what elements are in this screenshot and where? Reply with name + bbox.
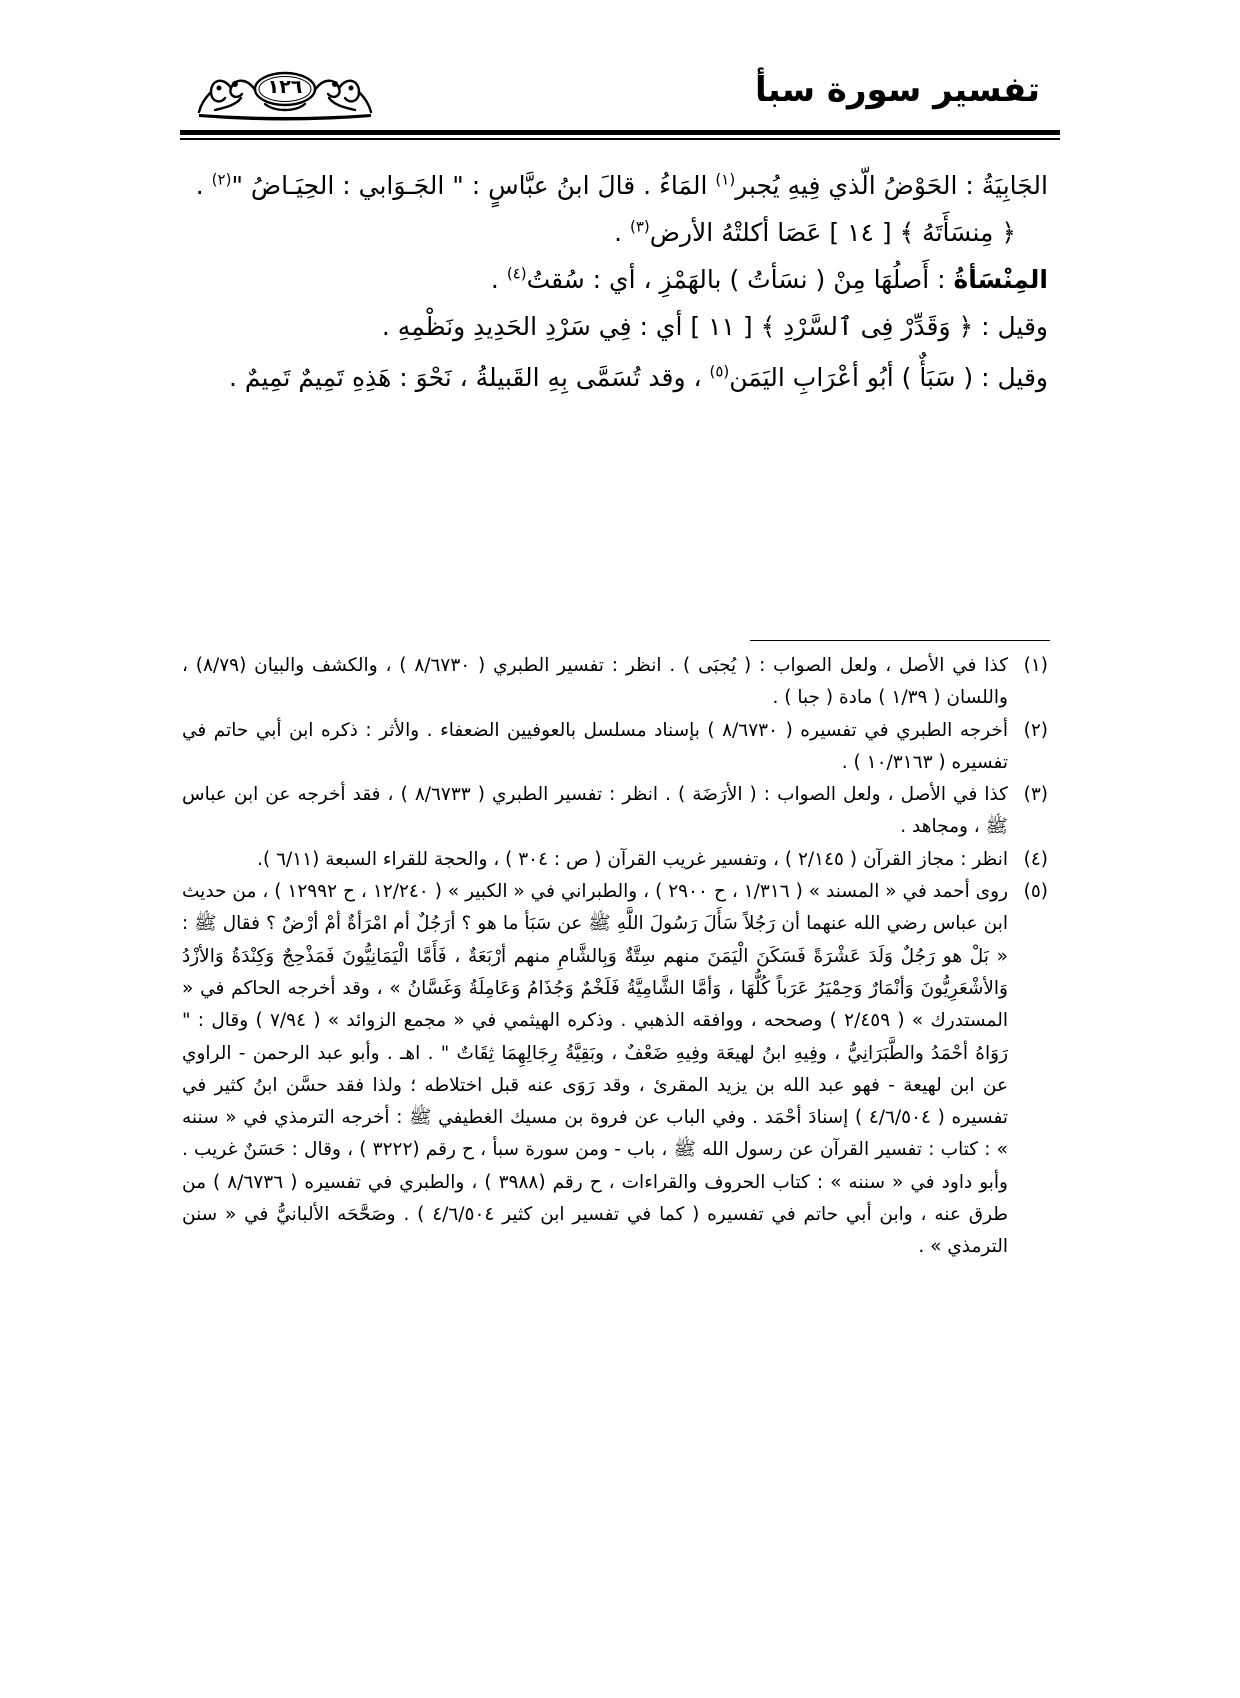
footnote-number: (٣) — [1023, 784, 1048, 806]
paragraph-text: : ﴿ وَقَدِّرْ فِى ٱلسَّرْدِ ﴾ [ ١١ ] أي : فِي سَرْدِ الحَدِيدِ ونَظْمِهِ . — [381, 312, 998, 341]
footnote-text: كذا في الأصل ، ولعل الصواب : ( الأرَضَة ) . انظر : تفسير الطبري ( ٨/٦٧٣٣ ) ، فقد أخرجه عن ابن عباس ﷺ ، ومجاهد . — [182, 784, 1008, 838]
paragraph-saba — [182, 354, 1048, 401]
paragraph-text: : أَصلُهَا مِنْ ( نسَأتُ ) بالهَمْزِ ، أي : سُقتُ — [526, 265, 954, 294]
footnotes — [182, 650, 1048, 1264]
footnote-text: انظر : مجاز القرآن ( ٢/١٤٥ ) ، وتفسير غريب القرآن ( ص : ٣٠٤ ) ، والحجة للقراء السبعة (٦/١١ ). — [257, 848, 1008, 870]
footnote-5 — [182, 876, 1048, 1264]
footnote-1 — [182, 650, 1048, 715]
footnote-4 — [182, 844, 1048, 876]
paragraph-lead: وقيل — [997, 312, 1048, 341]
footnote-number: (٥) — [1023, 881, 1048, 903]
footnote-ref: (٤) — [506, 264, 527, 283]
paragraph-end: . — [490, 265, 507, 294]
footnote-text: روى أحمد في « المسند » ( ١/٣١٦ ، ح ٢٩٠٠ ) ، والطبراني في « الكبير » ( ١٢/٢٤٠ ، ح ١٢٩٩٢ ) ، من حديث ابن عباس رضي الله عنهما أن رَجُلاً سَأَلَ رَسُولَ اللَّهِ ﷺ عن سَبَأ ما هو ؟ أرَجُلٌ أم امْرَأةٌ أمْ أرْضٌ ؟ فقال ﷺ : « بَلْ هو رَجُلٌ وَلَدَ عَشْرَةً فَسَكَنَ الْيَمَنَ منهم سِتَّةٌ وَبِالشَّامِ منهم أرْبَعَةٌ ، فَأَمَّا الْيَمَانِيُّونَ فَمَذْحِجٌ وَكِنْدَةُ وَالأزْدُ وَالأشْعَرِيُّونَ وَأنْمَارٌ وَحِمْيَرُ عَرَباً كُلُّهَا ، وَأمَّا الشَّامِيَّةُ فَلَخْمٌ وَجُذَامُ وَعَامِلَةُ وَغَسَّانُ » ، وقد أخرجه الحاكم في « المستدرك » ( ٢/٤٥٩ ) وصححه ، ووافقه الذهبي . وذكره الهيثمي في « مجمع الزوائد » ( ٧/٩٤ ) وقال : " رَوَاهُ أحْمَدُ والطَّبَرَانِيُّ ، وفِيهِ ابنُ لهيعَة وفِيهِ ضَعْفٌ ، وبَقِيَّةُ رِجَالِهِمَا ثِقَاتٌ " . اهـ . وأبو عبد الرحمن - الراوي عن ابن لهيعة - فهو عبد الله بن يزيد المقرئ ، وقد رَوَى عنه قبل اختلاطه ؛ ولذا فقد حسَّن ابنُ كثير في تفسيره ( ٤/٦/٥٠٤ ) إسنادَ أحْمَد . وفي الباب عن فروة بن مسيك الغطيفي ﷺ : أخرجه الترمذي في « سننه » : كتاب : تفسير القرآن عن رسول الله ﷺ ، باب - ومن سورة سبأ ، ح رقم (٣٢٢٢ ) ، وقال : حَسَنٌ غريب . وأبو داود في « سننه » : كتاب الحروف والقراءات ، ح رقم (٣٩٨٨ ) ، والطبري في تفسيره ( ٨/٦٧٣٦ ) من طرق عنه ، وابن أبي حاتم في تفسيره ( كما في تفسير ابن كثير ٤/٦/٥٠٤ ) . وصَحَّحَه الألبانيُّ في « سنن الترمذي » . — [182, 881, 1009, 1258]
footnote-ref: (١) — [715, 170, 736, 189]
paragraph-text: : ( سَبَأٌ ) أبُو أعْرَابِ اليَمَن — [729, 363, 998, 392]
paragraph-lead: المِنْسَأةُ — [953, 265, 1048, 294]
paragraph-minsaa — [182, 256, 1048, 303]
paragraph-jabiya — [182, 162, 1048, 209]
book-title: تفسير سورة سبأ — [754, 70, 1040, 110]
page-number-ornament — [195, 64, 375, 124]
footnote-text: كذا في الأصل ، ولعل الصواب : ( يُجبَى ) . انظر : تفسير الطبري ( ٨/٦٧٣٠ ) ، والكشف والبيان (٨/٧٩) ، واللسان ( ١/٣٩ ) مادة ( جبا ) . — [182, 655, 1009, 709]
paragraph-text: الجَابِيَةُ : الحَوْضُ الّذي فِيهِ يُجبر — [735, 171, 1048, 200]
header-rule-thin — [180, 138, 1060, 140]
footnote-number: (٤) — [1023, 848, 1048, 870]
paragraph-sard — [182, 303, 1048, 350]
paragraph-end: . — [614, 218, 630, 247]
footnote-number: (٢) — [1023, 719, 1048, 741]
main-text — [182, 162, 1048, 401]
footnote-separator — [750, 640, 1050, 641]
footnote-number: (١) — [1023, 655, 1048, 676]
header-rule-thick — [180, 130, 1060, 135]
paragraph-end: ، وقد تُسَمَّى بِهِ القَبيلةُ ، نَحْوَ : هَذِهِ تَمِيمٌ تَمِيمٌ . — [228, 363, 710, 392]
paragraph-minsaatahu — [182, 209, 1048, 256]
footnote-ref: (٣) — [629, 217, 650, 236]
paragraph-text: المَاءُ . قالَ ابنُ عبَّاسٍ : " الجَـوَابي : الحِيَـاضُ " — [231, 171, 716, 200]
page-number: ١٢٦ — [267, 76, 303, 98]
footnote-ref: (٥) — [709, 362, 730, 381]
footnote-2 — [182, 715, 1048, 780]
footnote-3 — [182, 779, 1048, 844]
paragraph-lead: وقيل — [997, 363, 1048, 392]
footnote-text: أخرجه الطبري في تفسيره ( ٨/٦٧٣٠ ) بإسناد مسلسل بالعوفيين الضعفاء . والأثر : ذكره ابن أبي حاتم في تفسيره ( ١٠/٣١٦٣ ) . — [182, 719, 1008, 773]
paragraph-end: . — [195, 171, 212, 200]
quran-quote: ﴿ مِنسَأَتَهُ ﴾ [ ١٤ ] عَصَا أكلتْهُ الأرض — [649, 218, 1016, 247]
footnote-ref: (٢) — [211, 170, 232, 189]
